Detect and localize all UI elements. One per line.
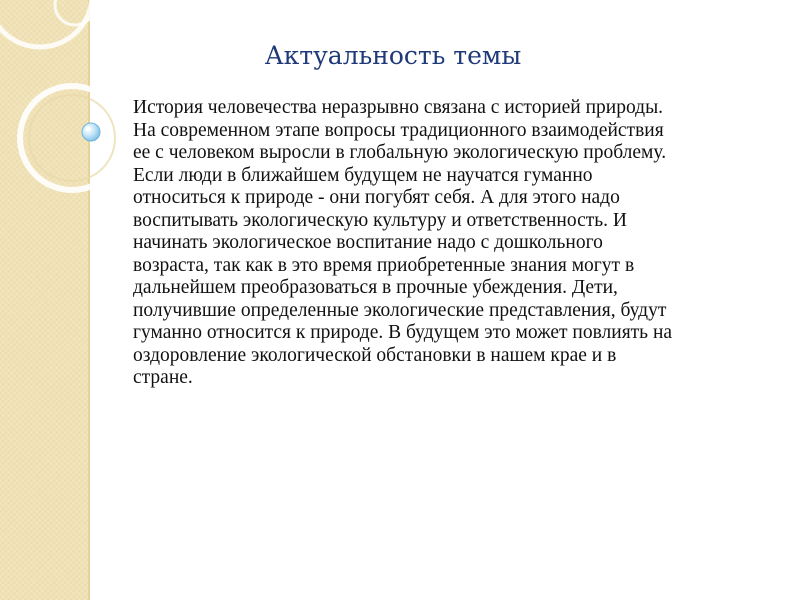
decorative-side-band [0, 0, 88, 600]
slide-title: Актуальность темы [264, 41, 522, 70]
slide-body-text: История человечества неразрывно связана с историей природы. На современном этапе вопросы традиционного взаимодействия ее с человеком выросли в глобальную экологическую проблему. Если люди в ближайшем будущем не научатся гуманно относиться к природе - они погубят себя. А для этого надо воспитывать экологическую культуру и ответственность. И начинать экологическое воспитание надо с дошкольного возраста, так как в это время приобретенные знания могут в дальнейшем преобразоваться в прочные убеждения. Дети, получившие определенные экологические представления, будут гуманно относится к природе. В будущем это может повлиять на оздоровление экологической обстановки в нашем крае и в стране. [133, 97, 673, 388]
side-band-edge [88, 0, 90, 600]
